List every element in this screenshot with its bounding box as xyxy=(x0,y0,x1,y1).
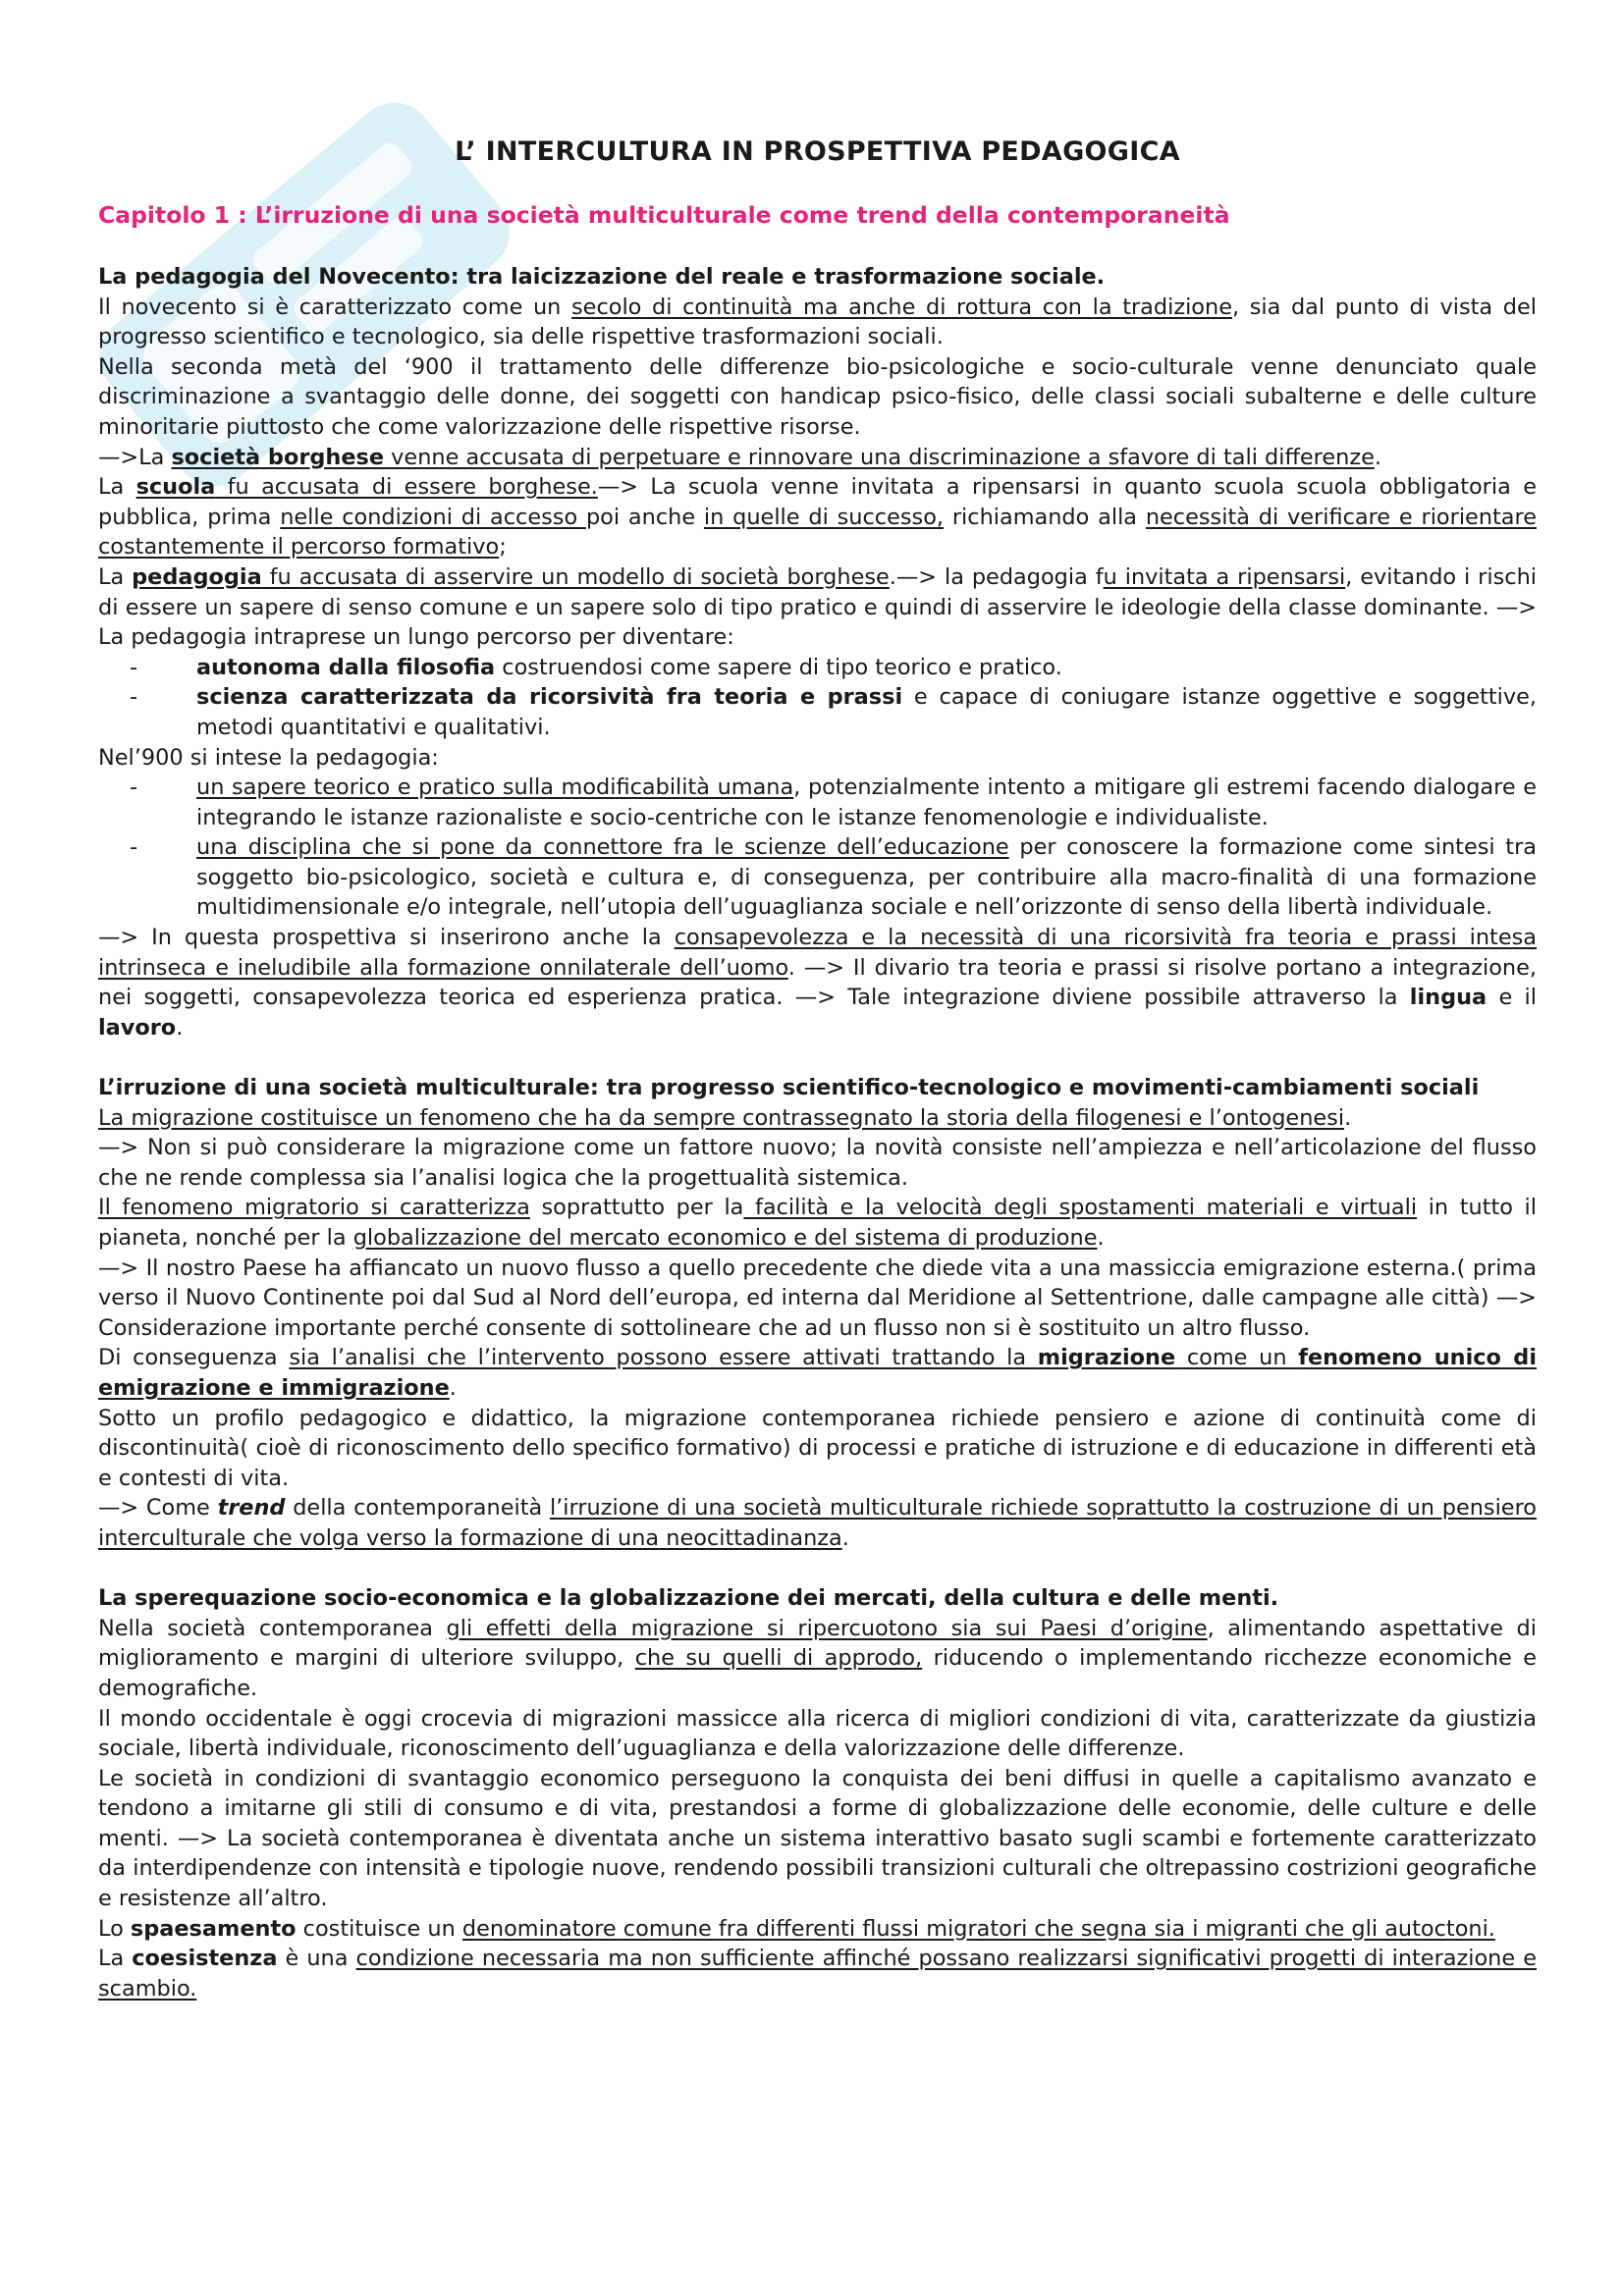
section-heading: La sperequazione socio-economica e la globalizzazione dei mercati, della cultura e delle menti. xyxy=(98,1585,1279,1612)
paragraph: Nella seconda metà del ‘900 il trattamento delle differenze bio-psicologiche e socio-culturale venne denunciato quale discriminazione a svantaggio delle donne, dei soggetti con handicap psico-fisico, delle classi sociali subalterne e delle culture minoritarie piuttosto che come valorizzazione delle rispettive risorse. xyxy=(98,353,1537,440)
paragraph: La pedagogia fu accusata di asservire un modello di società borghese.—> la pedagogia fu invitata a ripensarsi, evitando i rischi di essere un sapere di senso comune e un sapere solo di tipo pratico e quindi di asservire le ideologie della classe dominante. —> La pedagogia intraprese un lungo percorso per diventare: xyxy=(98,563,1537,651)
paragraph: Nel’900 si intese la pedagogia: xyxy=(98,744,439,771)
paragraph: —> Come trend della contemporaneità l’irruzione di una società multiculturale richiede soprattutto la costruzione di un pensiero interculturale che volga verso la formazione di una neocittadinanza. xyxy=(98,1495,1537,1551)
paragraph: Nella società contemporanea gli effetti della migrazione si ripercuotono sia sui Paesi d’origine, alimentando aspettative di miglioramento e margini di ulteriore sviluppo, che su quelli di approdo, riducendo o implementando ricchezze economiche e demografiche. xyxy=(98,1615,1537,1701)
list-item: - scienza caratterizzata da ricorsività fra teoria e prassi e capace di coniugare istanze oggettive e soggettive, metodi quantitativi e qualitativi. xyxy=(98,682,1537,742)
dash-list xyxy=(98,773,1537,923)
paragraph: Di conseguenza sia l’analisi che l’intervento possono essere attivati trattando la migrazione come un fenomeno unico di emigrazione e immigrazione. xyxy=(98,1345,1537,1401)
document-title: L’ INTERCULTURA IN PROSPETTIVA PEDAGOGICA xyxy=(455,136,1180,167)
paragraph: —> Il nostro Paese ha affiancato un nuovo flusso a quello precedente che diede vita a una massiccia emigrazione esterna.( prima verso il Nuovo Continente poi dal Sud al Nord dell’europa, ed interna dal Meridione al Settentrione, dalle campagne alle città) —> Considerazione importante perché consente di sottolineare che ad un flusso non si è sostituito un altro flusso. xyxy=(98,1255,1537,1341)
paragraph: La coesistenza è una condizione necessaria ma non sufficiente affinché possano realizzarsi significativi progetti di interazione e scambio. xyxy=(98,1946,1537,2002)
paragraph: La migrazione costituisce un fenomeno che ha da sempre contrassegnato la storia della filogenesi e l’ontogenesi. xyxy=(98,1104,1352,1131)
paragraph: Il fenomeno migratorio si caratterizza soprattutto per la facilità e la velocità degli spostamenti materiali e virtuali in tutto il pianeta, nonché per la globalizzazione del mercato economico e del sistema di produzione. xyxy=(98,1195,1537,1251)
paragraph: La scuola fu accusata di essere borghese.—> La scuola venne invitata a ripensarsi in quanto scuola scuola obbligatoria e pubblica, prima nelle condizioni di accesso poi anche in quelle di successo, richiamando alla necessità di verificare e riorientare costantemente il percorso formativo; xyxy=(98,474,1537,561)
dash-list xyxy=(98,653,1537,743)
list-item: - una disciplina che si pone da connettore fra le scienze dell’educazione per conoscere la formazione come sintesi tra soggetto bio-psicologico, società e cultura e, di conseguenza, per contribuire alla macro-finalità di una formazione multidimensionale e/o integrale, nell’utopia dell’uguaglianza sociale e nell’orizzonte di senso della libertà individuale. xyxy=(98,832,1537,923)
list-item: - un sapere teorico e pratico sulla modificabilità umana, potenzialmente intento a mitigare gli estremi facendo dialogare e integrando le istanze razionaliste e socio-centriche con le istanze fenomenologie e individualiste. xyxy=(98,773,1537,832)
paragraph: —> Non si può considerare la migrazione come un fattore nuovo; la novità consiste nell’ampiezza e nell’articolazione del flusso che ne rende complessa sia l’analisi logica che la progettualità sistemica. xyxy=(98,1135,1537,1191)
paragraph: Sotto un profilo pedagogico e didattico, la migrazione contemporanea richiede pensiero e azione di continuità come di discontinuità( cioè di riconoscimento dello specifico formativo) di processi e pratiche di istruzione e di educazione in differenti età e contesti di vita. xyxy=(98,1405,1537,1491)
list-item: - autonoma dalla filosofia costruendosi come sapere di tipo teorico e pratico. xyxy=(98,653,1537,683)
paragraph: Le società in condizioni di svantaggio economico perseguono la conquista dei beni diffusi in quelle a capitalismo avanzato e tendono a imitarne gli stili di consumo e di vita, prestandosi a forme di globalizzazione delle economie, delle culture e delle menti. —> La società contemporanea è diventata anche un sistema interattivo basato sugli scambi e fortemente caratterizzato da interdipendenze con intensità e tipologie nuove, rendendo possibili transizioni culturali che oltrepassino costrizioni geografiche e resistenze all’altro. xyxy=(98,1765,1537,1912)
spacer xyxy=(98,1554,1537,1584)
section-heading: L’irruzione di una società multiculturale: tra progresso scientifico-tecnologico e movimenti-cambiamenti sociali xyxy=(98,1075,1480,1101)
section-heading: La pedagogia del Novecento: tra laicizzazione del reale e trasformazione sociale. xyxy=(98,264,1106,290)
document-body xyxy=(98,262,1537,2003)
spacer xyxy=(98,1042,1537,1073)
paragraph: Lo spaesamento costituisce un denominatore comune fra differenti flussi migratori che segna sia i migranti che gli autoctoni. xyxy=(98,1915,1495,1942)
paragraph: Il novecento si è caratterizzato come un secolo di continuità ma anche di rottura con la tradizione, sia dal punto di vista del progresso scientifico e tecnologico, sia delle rispettive trasformazioni sociali. xyxy=(98,294,1537,350)
chapter-heading: Capitolo 1 : L’irruzione di una società multiculturale come trend della contemporaneità xyxy=(98,201,1230,229)
paragraph: —>La società borghese venne accusata di perpetuare e rinnovare una discriminazione a sfavore di tali differenze. xyxy=(98,444,1382,470)
paragraph: —> In questa prospettiva si inserirono anche la consapevolezza e la necessità di una ricorsività fra teoria e prassi intesa intrinseca e ineludibile alla formazione onnilaterale dell’uomo. —> Il divario tra teoria e prassi si risolve portano a integrazione, nei soggetti, consapevolezza teorica ed esperienza pratica. —> Tale integrazione diviene possibile attraverso la lingua e il lavoro. xyxy=(98,925,1537,1041)
paragraph: Il mondo occidentale è oggi crocevia di migrazioni massicce alla ricerca di migliori condizioni di vita, caratterizzate da giustizia sociale, libertà individuale, riconoscimento dell’uguaglianza e della valorizzazione delle differenze. xyxy=(98,1705,1537,1762)
